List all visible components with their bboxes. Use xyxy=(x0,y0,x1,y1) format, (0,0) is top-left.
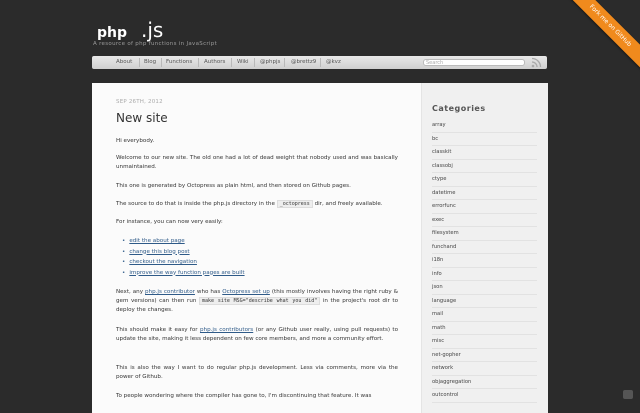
category-link[interactable]: network xyxy=(432,362,537,376)
category-link[interactable]: classobj xyxy=(432,160,537,174)
paragraph: Hi everybody. xyxy=(116,138,155,144)
text: dir, and freely available. xyxy=(314,201,383,207)
list-item-link[interactable]: • change this blog post xyxy=(122,247,245,258)
inline-code: _octopress xyxy=(277,200,313,208)
list-item-link[interactable]: • edit the about page xyxy=(122,236,245,247)
site-tagline: A resource of php functions in JavaScript xyxy=(93,41,218,47)
category-link[interactable]: errorfunc xyxy=(432,200,537,214)
post-content xyxy=(92,83,421,413)
nav-divider xyxy=(198,58,199,67)
fork-ribbon[interactable]: Fork me on GitHub xyxy=(562,0,640,74)
scroll-to-top-button[interactable] xyxy=(623,390,633,399)
post-title[interactable]: New site xyxy=(116,111,168,125)
category-link[interactable]: i18n xyxy=(432,254,537,268)
main-container xyxy=(92,83,547,413)
nav-divider xyxy=(231,58,232,67)
site-logo[interactable] xyxy=(97,18,163,42)
category-link[interactable]: misc xyxy=(432,335,537,349)
paragraph xyxy=(116,200,398,209)
nav-blog[interactable]: Blog xyxy=(144,59,157,65)
text: who has xyxy=(196,289,221,295)
paragraph: For instance, you can now very easily: xyxy=(116,219,223,225)
category-link[interactable]: mail xyxy=(432,308,537,322)
category-link[interactable]: funchand xyxy=(432,241,537,255)
contributors-link[interactable]: php.js contributors xyxy=(199,327,254,333)
contributor-link[interactable]: php.js contributor xyxy=(145,289,195,295)
category-list xyxy=(432,119,537,403)
text: The source to do that is inside the php.js directory in the xyxy=(116,201,275,207)
logo-php: php xyxy=(97,25,128,41)
category-link[interactable]: filesystem xyxy=(432,227,537,241)
text: Next, any xyxy=(116,289,144,295)
search-input[interactable]: Search xyxy=(423,59,525,66)
category-link[interactable]: bc xyxy=(432,133,537,147)
category-link[interactable]: exec xyxy=(432,214,537,228)
nav-divider xyxy=(320,58,321,67)
nav-authors[interactable]: Authors xyxy=(204,59,226,65)
rss-icon[interactable] xyxy=(531,57,542,68)
text: This should make it easy for xyxy=(116,327,198,333)
nav-divider xyxy=(254,58,255,67)
category-link[interactable]: language xyxy=(432,295,537,309)
category-link[interactable]: objaggregation xyxy=(432,376,537,390)
category-link[interactable]: datetime xyxy=(432,187,537,201)
categories-heading: Categories xyxy=(432,104,486,113)
nav-divider xyxy=(139,58,140,67)
category-link[interactable]: json xyxy=(432,281,537,295)
paragraph: To people wondering where the compiler has gone to, I'm discontinuing that feature. It was xyxy=(116,393,372,399)
paragraph: This is also the way I want to do regular php.js development. Less via comments, more via the power of Github. xyxy=(116,365,398,380)
text: in the project's root dir to deploy the changes. xyxy=(116,298,398,313)
octopress-setup-link[interactable]: Octopress set up xyxy=(222,289,270,295)
post-date: SEP 26TH, 2012 xyxy=(116,99,163,105)
nav-divider xyxy=(284,58,285,67)
todo-list xyxy=(122,236,245,278)
nav-kvz[interactable]: @kvz xyxy=(326,59,341,65)
paragraph: Welcome to our new site. The old one had a lot of dead weight that nobody used and was basically unmaintained. xyxy=(116,155,398,170)
sidebar xyxy=(421,83,548,413)
paragraph xyxy=(116,288,398,315)
inline-code: make site MSG="describe what you did" xyxy=(199,297,320,305)
text: (or any Github user really, using pull requests) to update the site, making it less dependent on few core members, and more a community effort. xyxy=(116,327,399,342)
list-item-link[interactable]: • checkout the navigation xyxy=(122,257,245,268)
category-link[interactable]: net-gopher xyxy=(432,349,537,363)
category-link[interactable]: outcontrol xyxy=(432,389,537,403)
category-link[interactable]: array xyxy=(432,119,537,133)
nav-brettz9[interactable]: @brettz9 xyxy=(291,59,317,65)
category-link[interactable]: ctype xyxy=(432,173,537,187)
paragraph: This one is generated by Octopress as plain html, and then stored on Github pages. xyxy=(116,183,351,189)
nav-phpjs[interactable]: @phpjs xyxy=(260,59,281,65)
logo-js: .js xyxy=(141,18,164,42)
nav-functions[interactable]: Functions xyxy=(166,59,193,65)
category-link[interactable]: info xyxy=(432,268,537,282)
paragraph xyxy=(116,326,398,344)
category-link[interactable]: classkit xyxy=(432,146,537,160)
category-link[interactable]: math xyxy=(432,322,537,336)
nav-divider xyxy=(161,58,162,67)
nav-about[interactable]: About xyxy=(116,59,133,65)
list-item-link[interactable]: • improve the way function pages are built xyxy=(122,268,245,279)
nav-wiki[interactable]: Wiki xyxy=(237,59,249,65)
text: (this mostly involves having the right ruby & gem versions) can then run xyxy=(116,289,399,304)
